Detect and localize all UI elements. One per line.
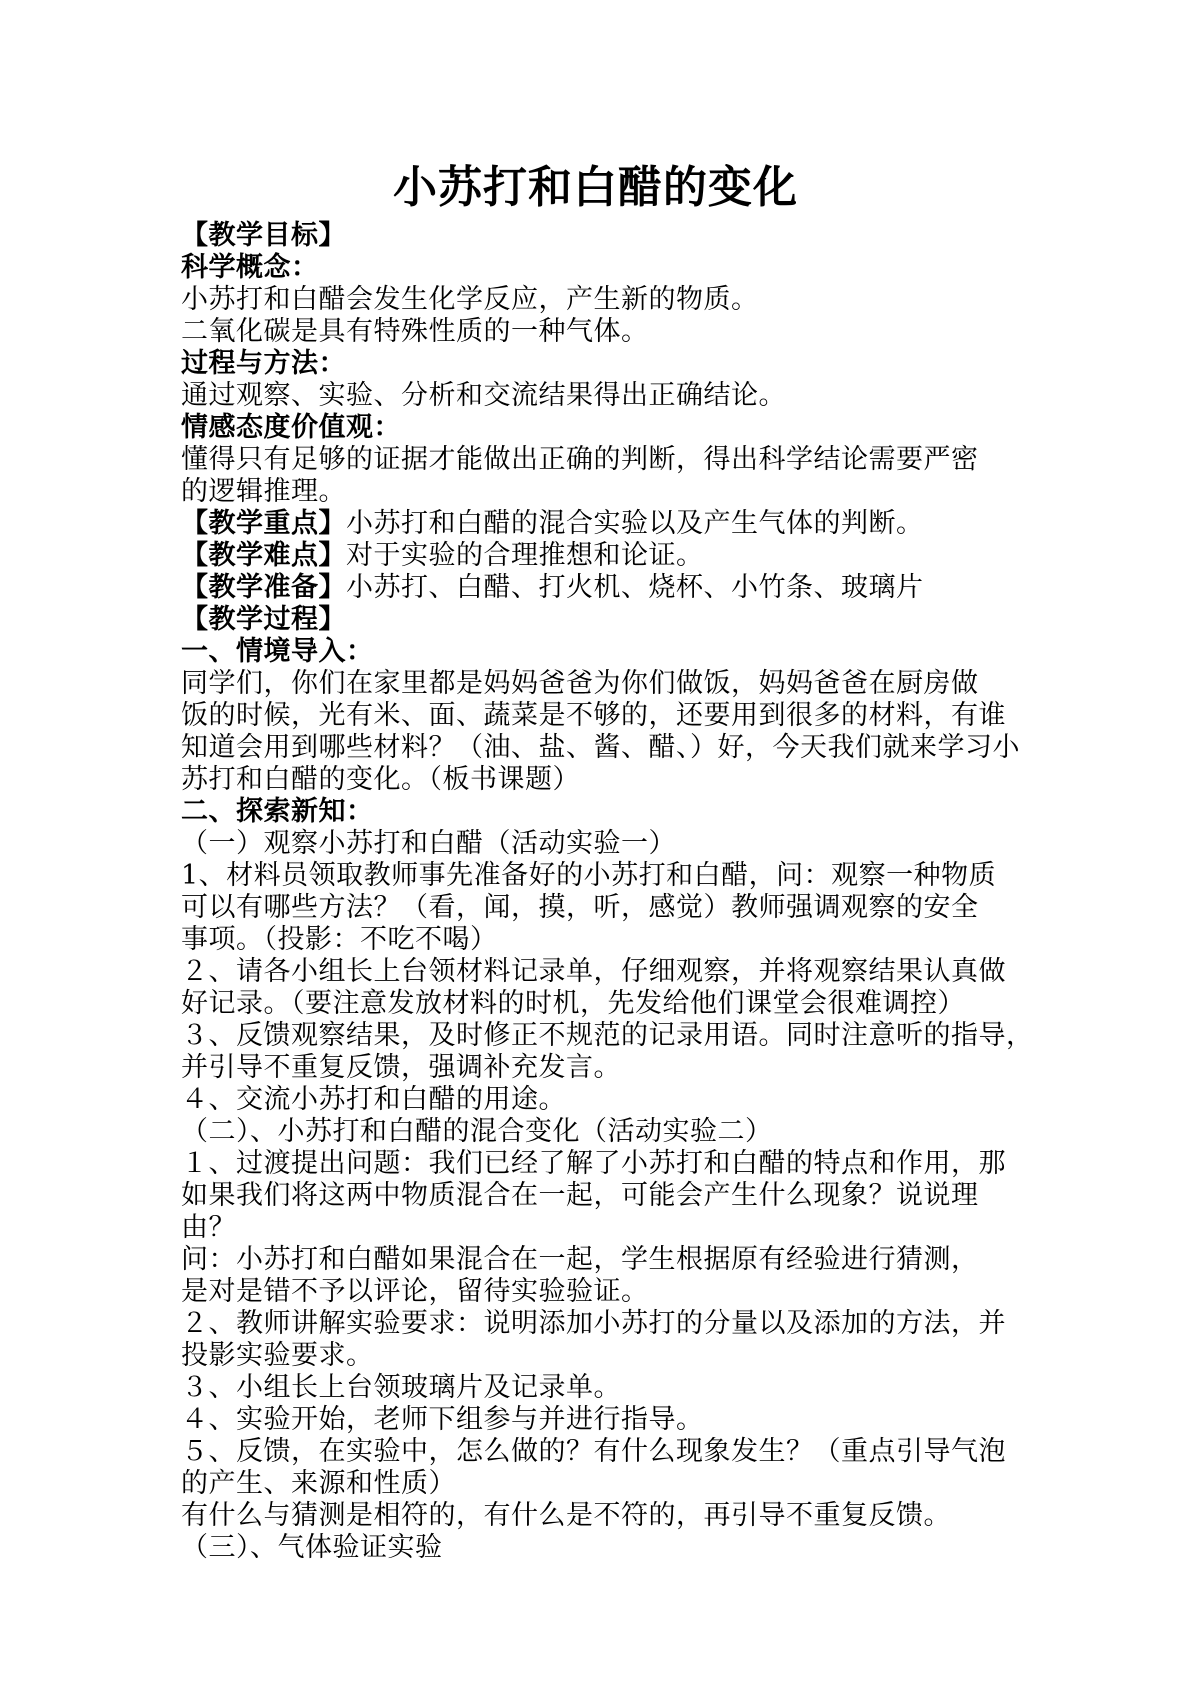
inline-text: 小苏打、白醋、打火机、烧杯、小竹条、玻璃片 xyxy=(346,572,924,603)
subheading: 过程与方法： xyxy=(181,348,346,379)
paragraph-line: （二）、小苏打和白醋的混合变化（活动实验二） xyxy=(181,1116,773,1147)
paragraph-line: ３、小组长上台领玻璃片及记录单。 xyxy=(181,1372,621,1403)
document-body xyxy=(181,220,1041,1564)
paragraph-line: 的逻辑推理。 xyxy=(181,476,346,507)
paragraph-line: 由？ xyxy=(181,1212,236,1243)
paragraph-line: ２、请各小组长上台领材料记录单，仔细观察，并将观察结果认真做 xyxy=(181,956,1006,987)
paragraph-line: 好记录。（要注意发放材料的时机，先发给他们课堂会很难调控） xyxy=(181,988,965,1019)
inline-label: 【教学准备】 xyxy=(181,572,346,603)
paragraph-line: 1、材料员领取教师事先准备好的小苏打和白醋，问：观察一种物质 xyxy=(181,860,997,891)
labeled-line xyxy=(181,540,1041,572)
paragraph-line: 是对是错不予以评论，留待实验验证。 xyxy=(181,1276,649,1307)
inline-label: 【教学难点】 xyxy=(181,540,346,571)
paragraph-line: （三）、气体验证实验 xyxy=(181,1532,443,1563)
paragraph-line: ４、实验开始，老师下组参与并进行指导。 xyxy=(181,1404,704,1435)
paragraph-line: 小苏打和白醋会发生化学反应，产生新的物质。 xyxy=(181,284,759,315)
paragraph-line: 如果我们将这两中物质混合在一起，可能会产生什么现象？说说理 xyxy=(181,1180,979,1211)
paragraph-line: 并引导不重复反馈，强调补充发言。 xyxy=(181,1052,621,1083)
paragraph-line: 饭的时候，光有米、面、蔬菜是不够的，还要用到很多的材料，有谁 xyxy=(181,700,1006,731)
paragraph-line: ２、教师讲解实验要求：说明添加小苏打的分量以及添加的方法，并 xyxy=(181,1308,1006,1339)
paragraph-line: 的产生、来源和性质） xyxy=(181,1468,456,1499)
paragraph-line: 通过观察、实验、分析和交流结果得出正确结论。 xyxy=(181,380,786,411)
paragraph-line: ４、交流小苏打和白醋的用途。 xyxy=(181,1084,566,1115)
inline-label: 【教学重点】 xyxy=(181,508,346,539)
paragraph-line: 知道会用到哪些材料？（油、盐、酱、醋、）好，今天我们就来学习小 xyxy=(181,732,1020,763)
labeled-line xyxy=(181,508,1041,540)
paragraph-line: 懂得只有足够的证据才能做出正确的判断，得出科学结论需要严密 xyxy=(181,444,979,475)
paragraph-line: 问：小苏打和白醋如果混合在一起，学生根据原有经验进行猜测， xyxy=(181,1244,979,1275)
paragraph-line: 事项。（投影：不吃不喝） xyxy=(181,924,498,955)
paragraph-line: 同学们，你们在家里都是妈妈爸爸为你们做饭，妈妈爸爸在厨房做 xyxy=(181,668,979,699)
subheading: 科学概念： xyxy=(181,252,319,283)
paragraph-line: （一）观察小苏打和白醋（活动实验一） xyxy=(181,828,676,859)
inline-text: 对于实验的合理推想和论证。 xyxy=(346,540,704,571)
document-title: 小苏打和白醋的变化 xyxy=(393,162,798,213)
subheading: 二、探索新知： xyxy=(181,796,374,827)
paragraph-line: ３、反馈观察结果，及时修正不规范的记录用语。同时注意听的指导， xyxy=(181,1020,1034,1051)
paragraph-line: 可以有哪些方法？（看，闻，摸，听，感觉）教师强调观察的安全 xyxy=(181,892,979,923)
subheading: 一、情境导入： xyxy=(181,636,374,667)
paragraph-line: ５、反馈，在实验中，怎么做的？有什么现象发生？（重点引导气泡 xyxy=(181,1436,1006,1467)
labeled-line xyxy=(181,572,1041,604)
section-heading: 【教学目标】 xyxy=(181,220,346,251)
inline-text: 小苏打和白醋的混合实验以及产生气体的判断。 xyxy=(346,508,924,539)
section-heading: 【教学过程】 xyxy=(181,604,346,635)
subheading: 情感态度价值观： xyxy=(181,412,401,443)
paragraph-line: 二氧化碳是具有特殊性质的一种气体。 xyxy=(181,316,649,347)
paragraph-line: 有什么与猜测是相符的，有什么是不符的，再引导不重复反馈。 xyxy=(181,1500,951,1531)
paragraph-line: 投影实验要求。 xyxy=(181,1340,374,1371)
paragraph-line: １、过渡提出问题：我们已经了解了小苏打和白醋的特点和作用，那 xyxy=(181,1148,1006,1179)
paragraph-line: 苏打和白醋的变化。（板书课题） xyxy=(181,764,580,795)
